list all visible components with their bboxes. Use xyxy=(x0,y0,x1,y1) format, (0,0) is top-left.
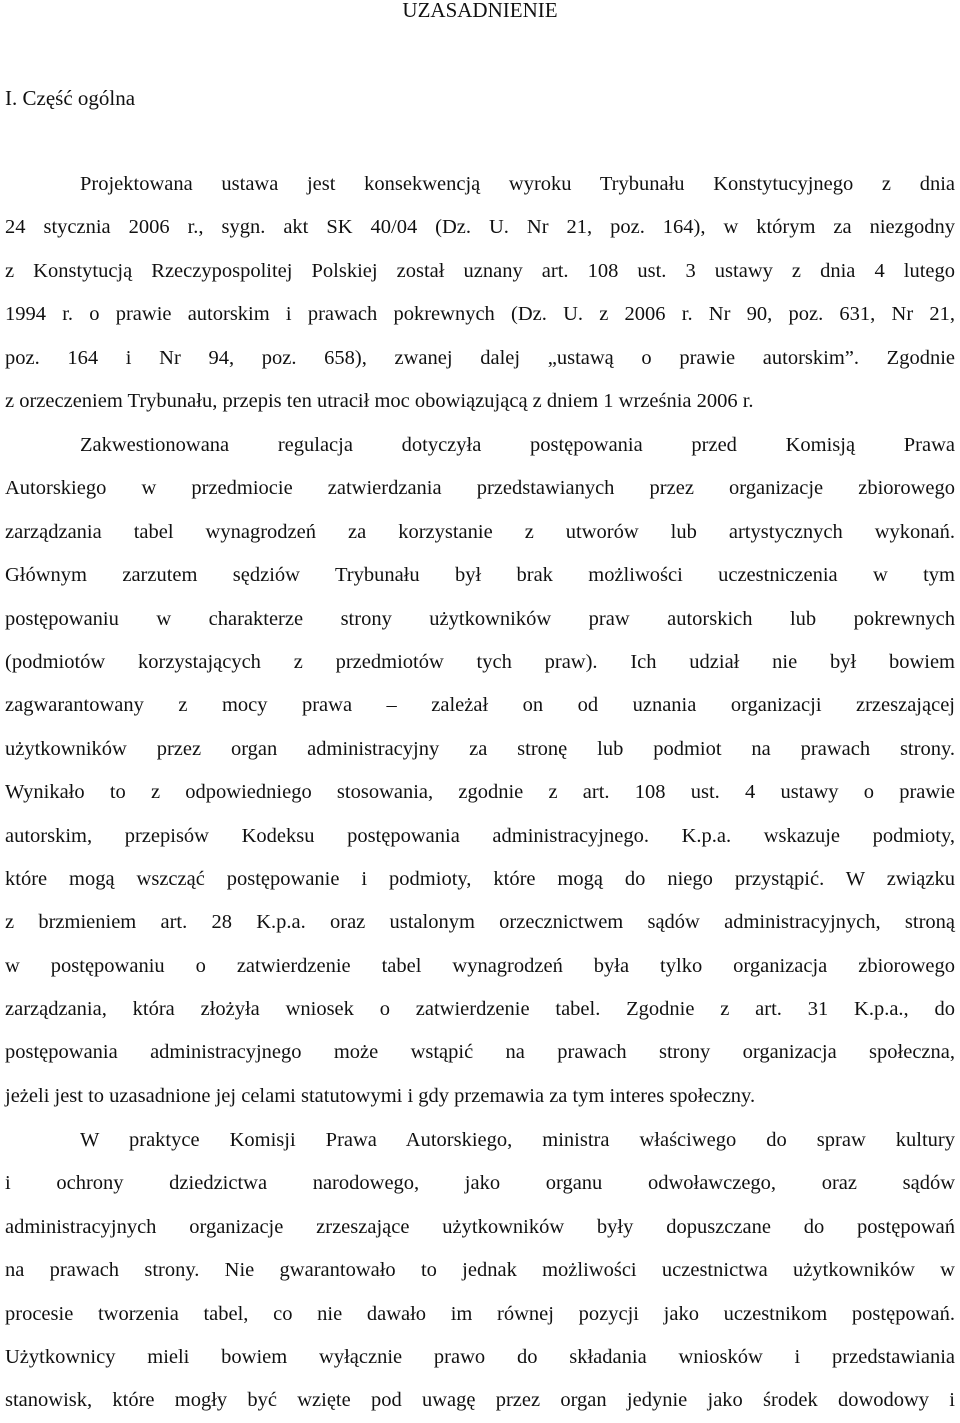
paragraph-line: z brzmieniem art. 28 K.p.a. oraz ustalonym orzecznictwem sądów administracyjnych, stroną xyxy=(5,911,955,934)
paragraph-line: które mogą wszcząć postępowanie i podmioty, które mogą do niego przystąpić. W związku xyxy=(5,867,955,890)
paragraph-line: na prawach strony. Nie gwarantowało to jednak możliwości uczestnictwa użytkowników w xyxy=(5,1259,955,1282)
paragraph-line: Użytkownicy mieli bowiem wyłącznie prawo do składania wniosków i przedstawiania xyxy=(5,1345,955,1368)
section-heading: I. Część ogólna xyxy=(5,86,136,110)
paragraph-line: autorskim, przepisów Kodeksu postępowania administracyjnego. K.p.a. wskazuje podmioty, xyxy=(5,824,955,847)
paragraph-line: zarządzania, która złożyła wniosek o zatwierdzenie tabel. Zgodnie z art. 31 K.p.a., do xyxy=(5,998,955,1021)
paragraph-line: Autorskiego w przedmiocie zatwierdzania przedstawianych przez organizacje zbiorowego xyxy=(5,477,955,500)
paragraph-1 xyxy=(5,163,955,423)
paragraph-line: 1994 r. o prawie autorskim i prawach pokrewnych (Dz. U. z 2006 r. Nr 90, poz. 631, Nr 21, xyxy=(5,303,955,326)
paragraph-line: administracyjnych organizacje zrzeszające użytkowników były dopuszczane do postępowań xyxy=(5,1215,955,1238)
paragraph-line: użytkowników przez organ administracyjny za stronę lub podmiot na prawach strony. xyxy=(5,737,955,760)
paragraph-line: z orzeczeniem Trybunału, przepis ten utracił moc obowiązującą z dniem 1 września 2006 r. xyxy=(5,389,754,412)
paragraph-line: 24 stycznia 2006 r., sygn. akt SK 40/04 (Dz. U. Nr 21, poz. 164), w którym za niezgodny xyxy=(5,216,955,239)
paragraph-3 xyxy=(5,1119,955,1423)
paragraph-line: jeżeli jest to uzasadnione jej celami statutowymi i gdy przemawia za tym interes społeczny. xyxy=(5,1084,756,1107)
paragraph-line: Projektowana ustawa jest konsekwencją wyroku Trybunału Konstytucyjnego z dnia xyxy=(80,173,955,195)
paragraph-line: poz. 164 i Nr 94, poz. 658), zwanej dalej „ustawą o prawie autorskim”. Zgodnie xyxy=(5,346,955,369)
paragraph-line: stanowisk, które mogły być wzięte pod uwagę przez organ jedynie jako środek dowodowy i xyxy=(5,1389,955,1412)
paragraph-line: postępowania administracyjnego może wstąpić na prawach strony organizacja społeczna, xyxy=(5,1041,955,1064)
paragraph-line: postępowaniu w charakterze strony użytkowników praw autorskich lub pokrewnych xyxy=(5,607,955,630)
paragraph-line: Wynikało to z odpowiedniego stosowania, zgodnie z art. 108 ust. 4 ustawy o prawie xyxy=(5,781,955,804)
paragraph-line: Zakwestionowana regulacja dotyczyła postępowania przed Komisją Prawa xyxy=(80,434,955,456)
paragraph-line: w postępowaniu o zatwierdzenie tabel wynagrodzeń była tylko organizacja zbiorowego xyxy=(5,954,955,977)
paragraph-line: (podmiotów korzystających z przedmiotów tych praw). Ich udział nie był bowiem xyxy=(5,650,955,673)
paragraph-line: i ochrony dziedzictwa narodowego, jako organu odwoławczego, oraz sądów xyxy=(5,1172,955,1195)
paragraph-2 xyxy=(5,424,955,1118)
paragraph-line: zagwarantowany z mocy prawa – zależał on od uznania organizacji zrzeszającej xyxy=(5,694,955,717)
document-title: UZASADNIENIE xyxy=(402,0,558,22)
paragraph-line: zarządzania tabel wynagrodzeń za korzystanie z utworów lub artystycznych wykonań. xyxy=(5,520,955,543)
paragraph-line: Głównym zarzutem sędziów Trybunału był brak możliwości uczestniczenia w tym xyxy=(5,564,955,587)
paragraph-line: procesie tworzenia tabel, co nie dawało im równej pozycji jako uczestnikom postępowań. xyxy=(5,1302,955,1325)
paragraph-line: W praktyce Komisji Prawa Autorskiego, ministra właściwego do spraw kultury xyxy=(80,1129,955,1151)
paragraph-line: z Konstytucją Rzeczypospolitej Polskiej został uznany art. 108 ust. 3 ustawy z dnia 4 lutego xyxy=(5,259,955,282)
